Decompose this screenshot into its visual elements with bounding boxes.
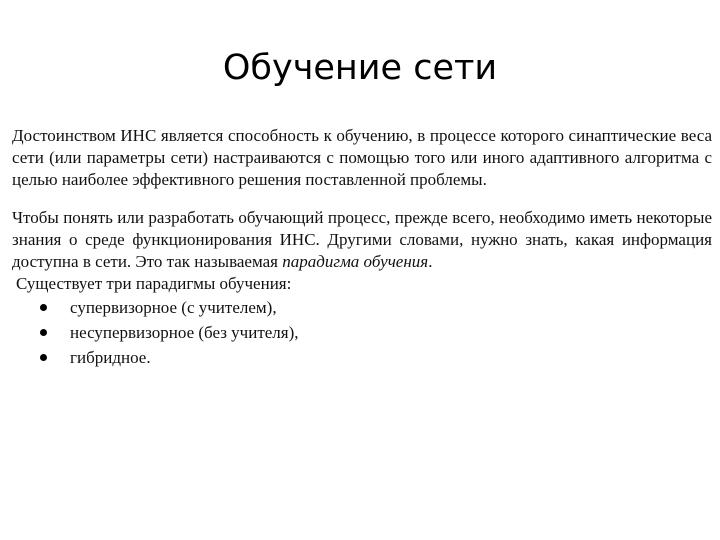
list-item-label: гибридное. bbox=[70, 348, 151, 367]
paradigm-term: парадигма обучения bbox=[282, 252, 429, 271]
list-item-label: супервизорное (с учителем), bbox=[70, 298, 277, 317]
list-item bbox=[38, 320, 712, 345]
bullet-dot-icon bbox=[40, 354, 47, 361]
paragraph-text-after: . bbox=[428, 252, 433, 271]
paragraph-learning-paradigm bbox=[12, 207, 712, 273]
bullet-dot-icon bbox=[40, 304, 47, 311]
paragraph-text-before: Чтобы понять или разработать обучающий процесс, прежде всего, необходимо иметь некоторые знания о среде функционирования ИНС. Другими словами, нужно знать, какая информация доступна в сети. Это так называемая bbox=[12, 208, 712, 271]
bullet-dot-icon bbox=[40, 329, 47, 336]
paragraph-advantage: Достоинством ИНС является способность к обучению, в процессе которого синаптические веса сети (или параметры сети) настраиваются с помощью того или иного адаптивного алгоритма с целью наиболее эффективного решения поставленной проблемы. bbox=[12, 126, 712, 189]
paradigm-list bbox=[12, 295, 712, 370]
list-item bbox=[38, 345, 712, 370]
slide-content bbox=[12, 125, 712, 370]
list-item-label: несупервизорное (без учителя), bbox=[70, 323, 299, 342]
list-intro: Существует три парадигмы обучения: bbox=[16, 274, 292, 293]
list-item bbox=[38, 295, 712, 320]
slide-title: Обучение сети bbox=[222, 48, 498, 88]
